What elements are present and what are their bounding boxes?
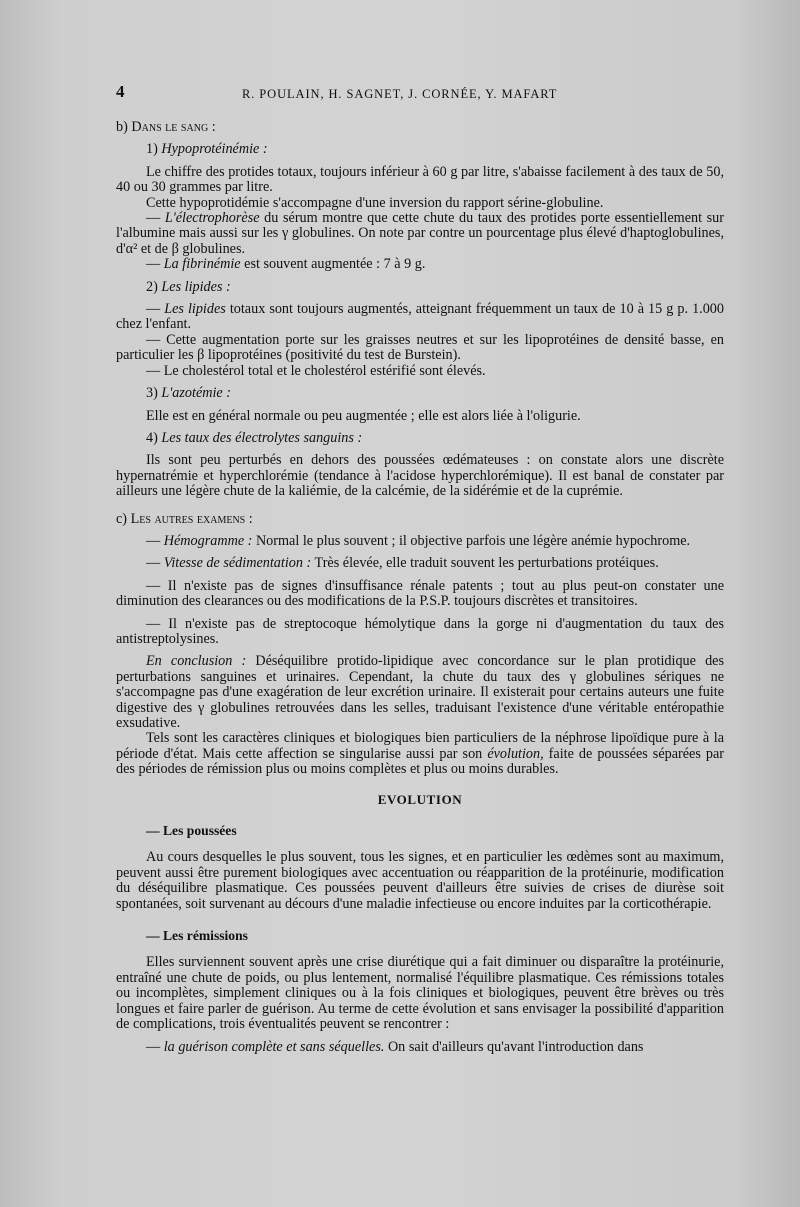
paragraph: Ils sont peu perturbés en dehors des poussées œdémateuses : on constate alors une discrète hypernatrémie et hyperchlorémie (tendance à l'acidose hyperchlorémique). Il est banal de constater par ailleurs une légère chute de la kaliémie, de la calcémie, de la sidérémie et de la cuprémie. <box>116 452 724 500</box>
paragraph <box>116 211 724 257</box>
dash: — <box>146 532 164 549</box>
section-heading-autres <box>116 512 724 527</box>
text: est souvent augmentée : 7 à 9 g. <box>240 256 426 273</box>
paragraph: — Il n'existe pas de streptocoque hémolytique dans la gorge ni d'augmentation du taux des antistreptolysines. <box>116 615 724 647</box>
subsection-number: 2) <box>146 278 162 295</box>
running-title: R. POULAIN, H. SAGNET, J. CORNÉE, Y. MAFART <box>242 87 558 101</box>
subsection-heading-4 <box>116 431 724 446</box>
italic-term: Vitesse de sédimentation : <box>163 555 312 572</box>
text: totaux sont toujours augmentés, atteignant fréquemment un taux de 10 à 15 g p. 1.000 chez l'enfant. <box>116 301 724 333</box>
text: Très élevée, elle traduit souvent les perturbations protéiques. <box>311 555 659 572</box>
text: Tels sont les caractères cliniques et biologiques bien particuliers de la néphrose lipoïdique pure à la période d'état. Mais cette affection se singularise aussi par son <box>116 730 724 762</box>
paragraph <box>116 1040 724 1055</box>
italic-term: évolution, <box>487 745 544 762</box>
dash: — <box>146 1038 164 1055</box>
paragraph <box>116 302 724 333</box>
dash: — <box>146 555 164 572</box>
text: faite de poussées séparées par des périodes de rémission plus ou moins complètes et plus ou moins durables. <box>116 745 724 778</box>
text: Normal le plus souvent ; il objective parfois une légère anémie hypochrome. <box>252 532 691 549</box>
text: Déséquilibre protido-lipidique avec concordance sur le plan protidique des perturbations sanguines et urinaires. Cependant, la chute du taux des γ globulines sériques ne s'accompagne pas d'une exagération de leur excrétion urinaire. Il existerait pour certains auteurs une fuite digestive des γ globulines retrouvées dans les selles, traduisant l'existence d'une véritable entéropathie exsudative. <box>116 653 724 731</box>
page-number: 4 <box>116 82 125 101</box>
paragraph: Elle est en général normale ou peu augmentée ; elle est alors liée à l'oligurie. <box>146 407 581 424</box>
italic-term: Les lipides <box>164 301 226 318</box>
subsection-title: L'azotémie : <box>161 385 232 402</box>
paragraph: Cette hypoprotidémie s'accompagne d'une inversion du rapport sérine-globuline. <box>146 194 604 211</box>
heading-text: Dans le sang : <box>131 119 216 135</box>
subsection-heading-3 <box>116 386 724 401</box>
paragraph: Au cours desquelles le plus souvent, tous les signes, et en particulier les œdèmes sont au maximum, peuvent aussi être purement biologiques avec accentuation ou réapparition de la protéinurie, modification du déséquilibre plasmatique. Ces poussées peuvent d'ailleurs être suivies de crises de diurèse soit spontanées, soit survenant au décours d'une maladie infectieuse ou encore induites par la corticothérapie. <box>116 849 724 912</box>
subsection-title: Les lipides : <box>161 278 231 295</box>
section-heading-sang <box>116 120 724 135</box>
paragraph <box>116 257 724 272</box>
dash: — <box>146 210 165 227</box>
text: On sait d'ailleurs qu'avant l'introduction dans <box>384 1038 644 1055</box>
subsection-heading-2 <box>116 280 724 295</box>
page-content <box>116 84 724 1055</box>
dash: — <box>146 256 164 273</box>
paragraph: — Cette augmentation porte sur les graisses neutres et sur les lipoprotéines de densité basse, en particulier les β lipoprotéines (positivité du test de Burstein). <box>116 331 724 364</box>
page-header <box>116 84 724 106</box>
subheading-poussees: — Les poussées <box>146 823 237 839</box>
italic-term: L'électrophorèse <box>164 210 260 227</box>
italic-term: la guérison complète et sans séquelles. <box>163 1038 385 1055</box>
dash: — <box>146 301 165 318</box>
paragraph: Le chiffre des protides totaux, toujours inférieur à 60 g par litre, s'abaisse facilement à des taux de 50, 40 ou 30 grammes par litre. <box>116 163 724 196</box>
subsection-title: Les taux des électrolytes sanguins : <box>161 429 363 446</box>
paragraph-conclusion <box>116 654 724 731</box>
paragraph: — Il n'existe pas de signes d'insuffisance rénale patents ; tout au plus peut-on constater une diminution des clearances ou des modifications de la P.S.P. toujours discrètes et transitoires. <box>116 577 724 610</box>
section-title-evolution: EVOLUTION <box>377 791 463 807</box>
paragraph: Elles surviennent souvent après une crise diurétique qui a fait diminuer ou disparaître la protéinurie, entraîné une chute de poids, ou plus lentement, normalisé l'équilibre plasmatique. Ces rémissions totales ou incomplètes, simplement cliniques ou à la fois cliniques et biologiques, peuvent être brèves ou très longues et faire parler de guérison. Au terme de cette évolution et sans envisager la possibilité d'apparition de complications, trois éventualités peuvent se rencontrer : <box>116 954 724 1033</box>
italic-term: Hémogramme : <box>163 532 253 549</box>
italic-term: La fibrinémie <box>163 256 241 273</box>
text: du sérum montre que cette chute du taux des protides porte essentiellement sur l'albumine mais aussi sur les γ globulines. On note par contre un pourcentage plus élevé d'haptoglobulines, d'α² et de β globulines. <box>116 210 725 257</box>
italic-term: En conclusion : <box>146 653 247 670</box>
heading-text: Les autres examens : <box>130 510 253 527</box>
subsection-number: 1) <box>146 141 162 158</box>
subsection-heading-1 <box>116 142 724 157</box>
subheading-remissions: — Les rémissions <box>146 928 248 944</box>
paragraph: — Le cholestérol total et le cholestérol estérifié sont élevés. <box>146 362 486 379</box>
paragraph <box>116 731 724 777</box>
paragraph <box>116 556 724 571</box>
paragraph <box>116 534 724 549</box>
subsection-number: 4) <box>146 429 162 446</box>
heading-prefix: c) <box>116 510 131 527</box>
subsection-number: 3) <box>146 385 162 402</box>
heading-prefix: b) <box>116 119 132 135</box>
subsection-title: Hypoprotéinémie : <box>161 141 268 158</box>
